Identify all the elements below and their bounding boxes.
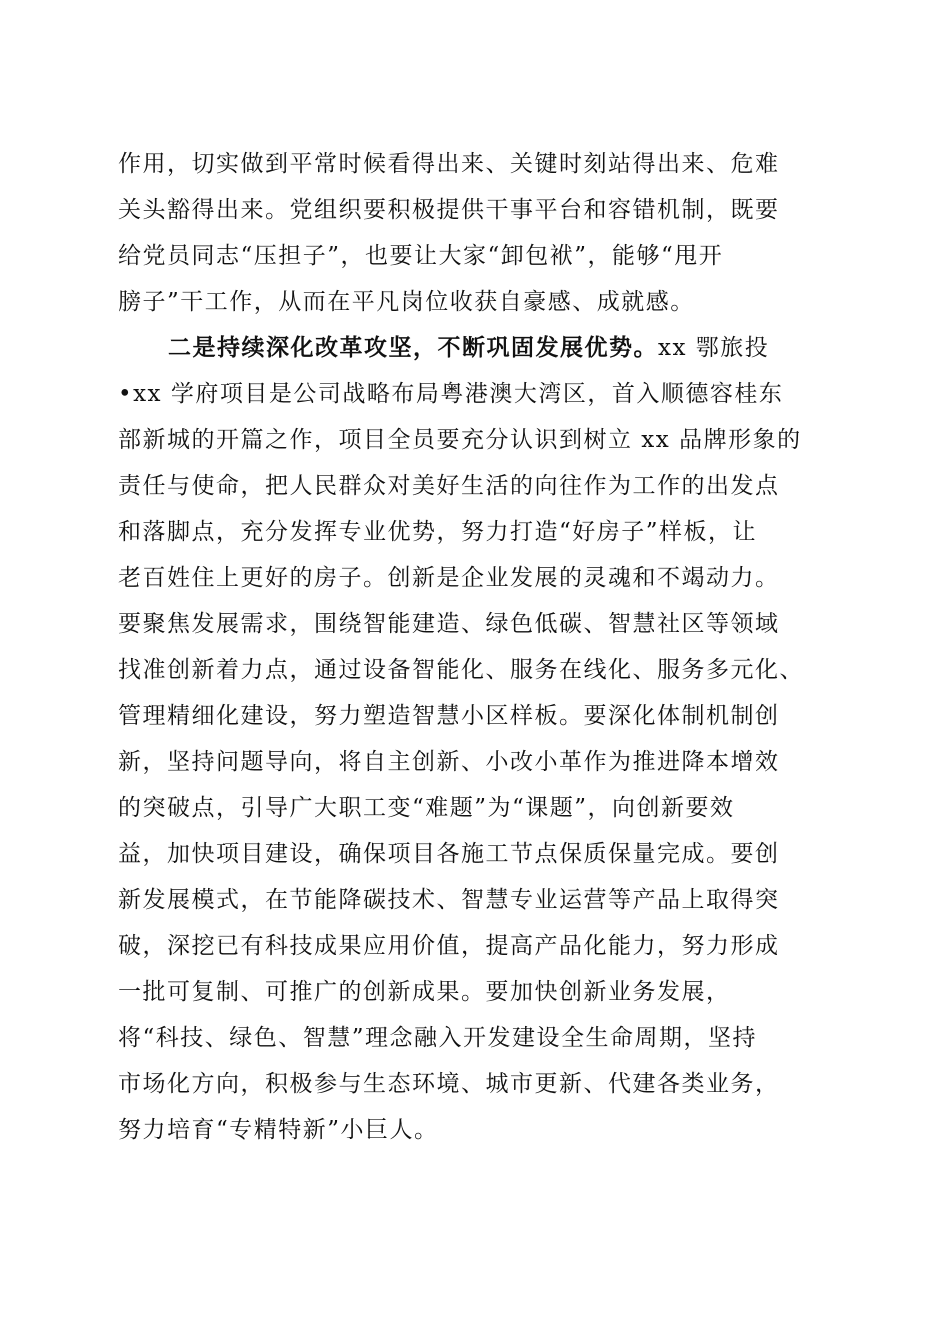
text-line: 新，坚持问题导向，将自主创新、小改小革作为推进降本增效: [118, 749, 780, 775]
paragraph-2-first-line: [118, 325, 858, 371]
text-line: 部新城的开篇之作，项目全员要充分认识到树立 xx 品牌形象的: [118, 427, 802, 453]
text-line: 管理精细化建设，努力塑造智慧小区样板。要深化体制机制创: [118, 703, 780, 729]
text-line: 作用，切实做到平常时候看得出来、关键时刻站得出来、危难: [118, 151, 780, 177]
text-line: 将“科技、绿色、智慧”理念融入开发建设全生命周期，坚持: [118, 1025, 758, 1051]
paragraph-2: [118, 325, 858, 1153]
text-line: 关头豁得出来。党组织要积极提供干事平台和容错机制，既要: [118, 197, 780, 223]
text-line: 膀子”干工作，从而在平凡岗位收获自豪感、成就感。: [118, 289, 695, 315]
text-line: 破，深挖已有科技成果应用价值，提高产品化能力，努力形成: [118, 933, 780, 959]
text-line: 的突破点，引导广大职工变“难题”为“课题”，向创新要效: [118, 795, 735, 821]
text-line: 找准创新着力点，通过设备智能化、服务在线化、服务多元化、: [118, 657, 804, 683]
text-line: 新发展模式，在节能降碳技术、智慧专业运营等产品上取得突: [118, 887, 780, 913]
text-line: 益，加快项目建设，确保项目各施工节点保质保量完成。要创: [118, 841, 780, 867]
paragraph-2-heading: 二是持续深化改革攻坚，不断巩固发展优势。: [168, 334, 658, 361]
document-body: [118, 141, 858, 1153]
text-line: 老百姓住上更好的房子。创新是企业发展的灵魂和不竭动力。: [118, 565, 780, 591]
text-line: 市场化方向，积极参与生态环境、城市更新、代建各类业务，: [118, 1071, 780, 1097]
text-line: 要聚焦发展需求，围绕智能建造、绿色低碳、智慧社区等领域: [118, 611, 780, 637]
paragraph-1: [118, 141, 858, 325]
text-line: 责任与使命，把人民群众对美好生活的向往作为工作的出发点: [118, 473, 780, 499]
text-run: xx 鄂旅投: [658, 335, 770, 361]
text-line: •xx 学府项目是公司战略布局粤港澳大湾区，首入顺德容桂东: [118, 381, 784, 407]
text-line: 努力培育“专精特新”小巨人。: [118, 1117, 439, 1143]
text-line: 给党员同志“压担子”，也要让大家“卸包袱”，能够“甩开: [118, 243, 724, 269]
text-line: 一批可复制、可推广的创新成果。要加快创新业务发展，: [118, 979, 731, 1005]
text-line: 和落脚点，充分发挥专业优势，努力打造“好房子”样板，让: [118, 519, 758, 545]
